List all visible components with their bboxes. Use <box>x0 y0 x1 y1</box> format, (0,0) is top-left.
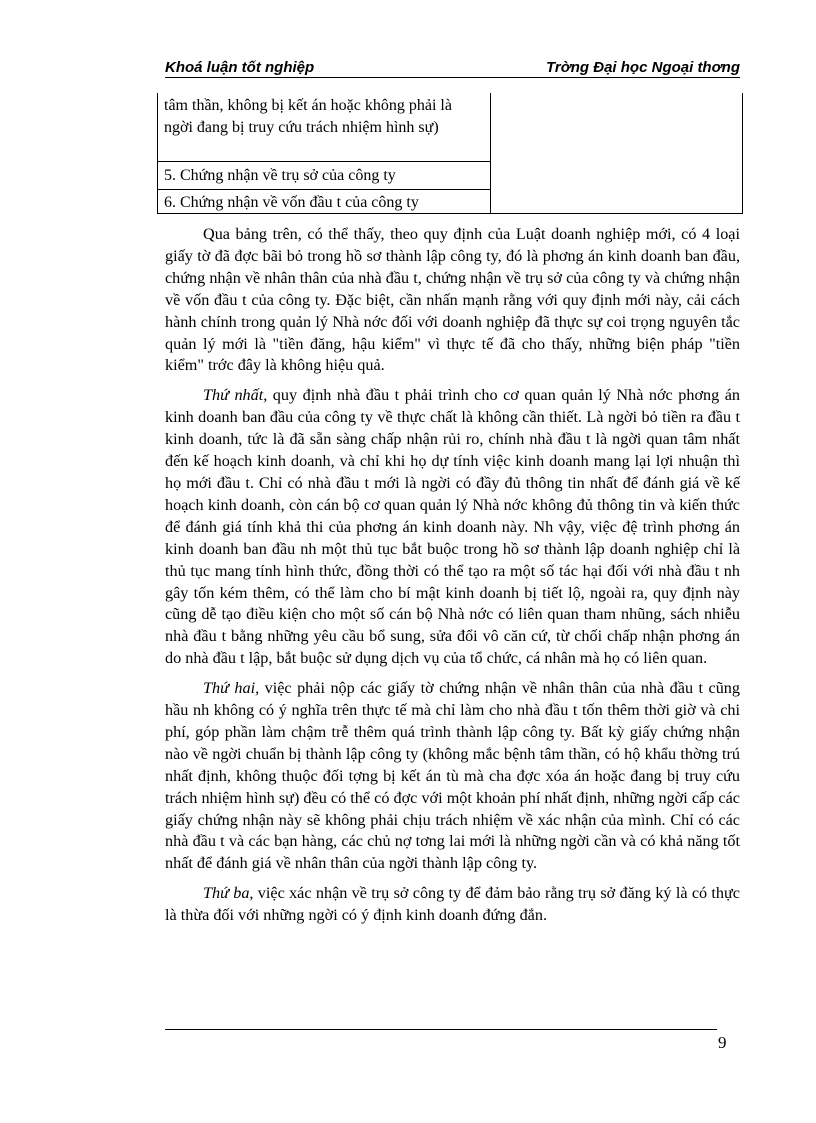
page-header <box>165 57 740 78</box>
table-row-divider <box>158 189 490 190</box>
paragraph-summary: Qua bảng trên, có thể thấy, theo quy định của Luật doanh nghiệp mới, có 4 loại giấy tờ đã đợc bãi bỏ trong hồ sơ thành lập công ty, đó là phơng án kinh doanh ban đầu, chứng nhận về nhân thân của nhà đầu t, chứng nhận về trụ sở của công ty và chứng nhận về vốn đầu t của công ty. Đặc biệt, cần nhấn mạnh rằng với quy định mới này, cải cách hành chính trong quản lý Nhà nớc đối với doanh nghiệp đã thực sự coi trọng nguyên tắc quản lý mới là "tiền đăng, hậu kiểm" vì thực tế đã cho thấy, những biện pháp "tiền kiểm" trớc đây là không hiệu quả. <box>165 225 740 375</box>
paragraph-first-text: quy định nhà đầu t phải trình cho cơ quan quản lý Nhà nớc phơng án kinh doanh ban đầu của công ty về thực chất là không cần thiết. Là ngời bỏ tiền ra đầu t kinh doanh, tức là đã sẵn sàng chấp nhận rủi ro, chính nhà đầu t là ngời quan tâm nhất đến kế hoạch kinh doanh, và chỉ khi họ dự tính việc kinh doanh mang lại lợi nhuận thì họ mới đầu t. Chỉ có nhà đầu t mới là ngời có đầy đủ thông tin nhất để đánh giá về kế hoạch kinh doanh, còn cán bộ cơ quan quản lý Nhà nớc không đủ thông tin và kiến thức để đánh giá tính khả thi của phơng án kinh doanh này. Nh vậy, việc đệ trình phơng án kinh doanh ban đầu nh một thủ tục bắt buộc trong hồ sơ thành lập doanh nghiệp chỉ là thủ tục mang tính hình thức, đồng thời có thể tạo ra một số tác hại đối với nhà đầu t nh gây tốn kém thêm, có thể làm cho bí mật kinh doanh bị tiết lộ, ngoài ra, quy định này cũng dễ tạo điều kiện cho một số cán bộ Nhà nớc có liên quan tham nhũng, sách nhiễu nhà đầu t bằng những yêu cầu bổ sung, sửa đổi vô căn cứ, từ chối chấp nhận phơng án do nhà đầu t lập, bắt buộc sử dụng dịch vụ của tổ chức, cá nhân mà họ có liên quan. <box>165 386 740 668</box>
lead-third: Thứ ba, <box>203 884 254 903</box>
footer-rule <box>165 1029 717 1030</box>
lead-second: Thứ hai, <box>203 679 260 698</box>
table-cell-capital: 6. Chứng nhận về vốn đầu t của công ty <box>164 194 419 211</box>
paragraph-second-text: việc phải nộp các giấy tờ chứng nhận về nhân thân của nhà đầu t cũng hầu nh không có ý nghĩa trên thực tế mà chỉ làm cho nhà đầu t tốn thêm thời giờ và chi phí, góp phần làm chậm trễ thêm quá trình thành lập công ty. Bất kỳ giấy chứng nhận nào về ngời chuẩn bị thành lập công ty (không mắc bệnh tâm thần, có hộ khẩu thờng trú nhất định, không thuộc đối tợng bị kết án tù mà cha đợc xóa án hoặc đang bị truy cứu trách nhiệm hình sự) đều có thể có đợc với một khoản phí nhất định, những ngời cấp các giấy chứng nhận này sẽ không phải chịu trách nhiệm về xác nhận của mình. Chỉ có các nhà đầu t và các bạn hàng, các chủ nợ tơng lai mới là những ngời cần và có khả năng tốt nhất để đánh giá về nhân thân của ngời thành lập công ty. <box>165 679 740 873</box>
table-cell-head-office: 5. Chứng nhận về trụ sở của công ty <box>164 167 396 184</box>
body-text <box>165 224 740 935</box>
comparison-table-fragment <box>157 93 743 214</box>
table-row-divider <box>158 161 490 162</box>
paragraph-first-point <box>165 385 740 670</box>
paragraph-second-point <box>165 678 740 875</box>
header-thesis-label: Khoá luận tốt nghiệp <box>165 59 315 76</box>
table-cell-identity: tâm thần, không bị kết án hoặc không phải là ngời đang bị truy cứu trách nhiệm hình sự) <box>164 97 452 136</box>
paragraph-third-point <box>165 883 740 927</box>
header-university: Trờng Đại học Ngoại thơng <box>545 59 740 76</box>
page-number: 9 <box>718 1033 727 1052</box>
table-column-divider <box>490 93 491 213</box>
lead-first: Thứ nhất, <box>203 386 268 405</box>
paragraph-third-text: việc xác nhận về trụ sở công ty để đảm bảo rằng trụ sở đăng ký là có thực là thừa đối với những ngời có ý định kinh doanh đứng đắn. <box>165 884 740 925</box>
